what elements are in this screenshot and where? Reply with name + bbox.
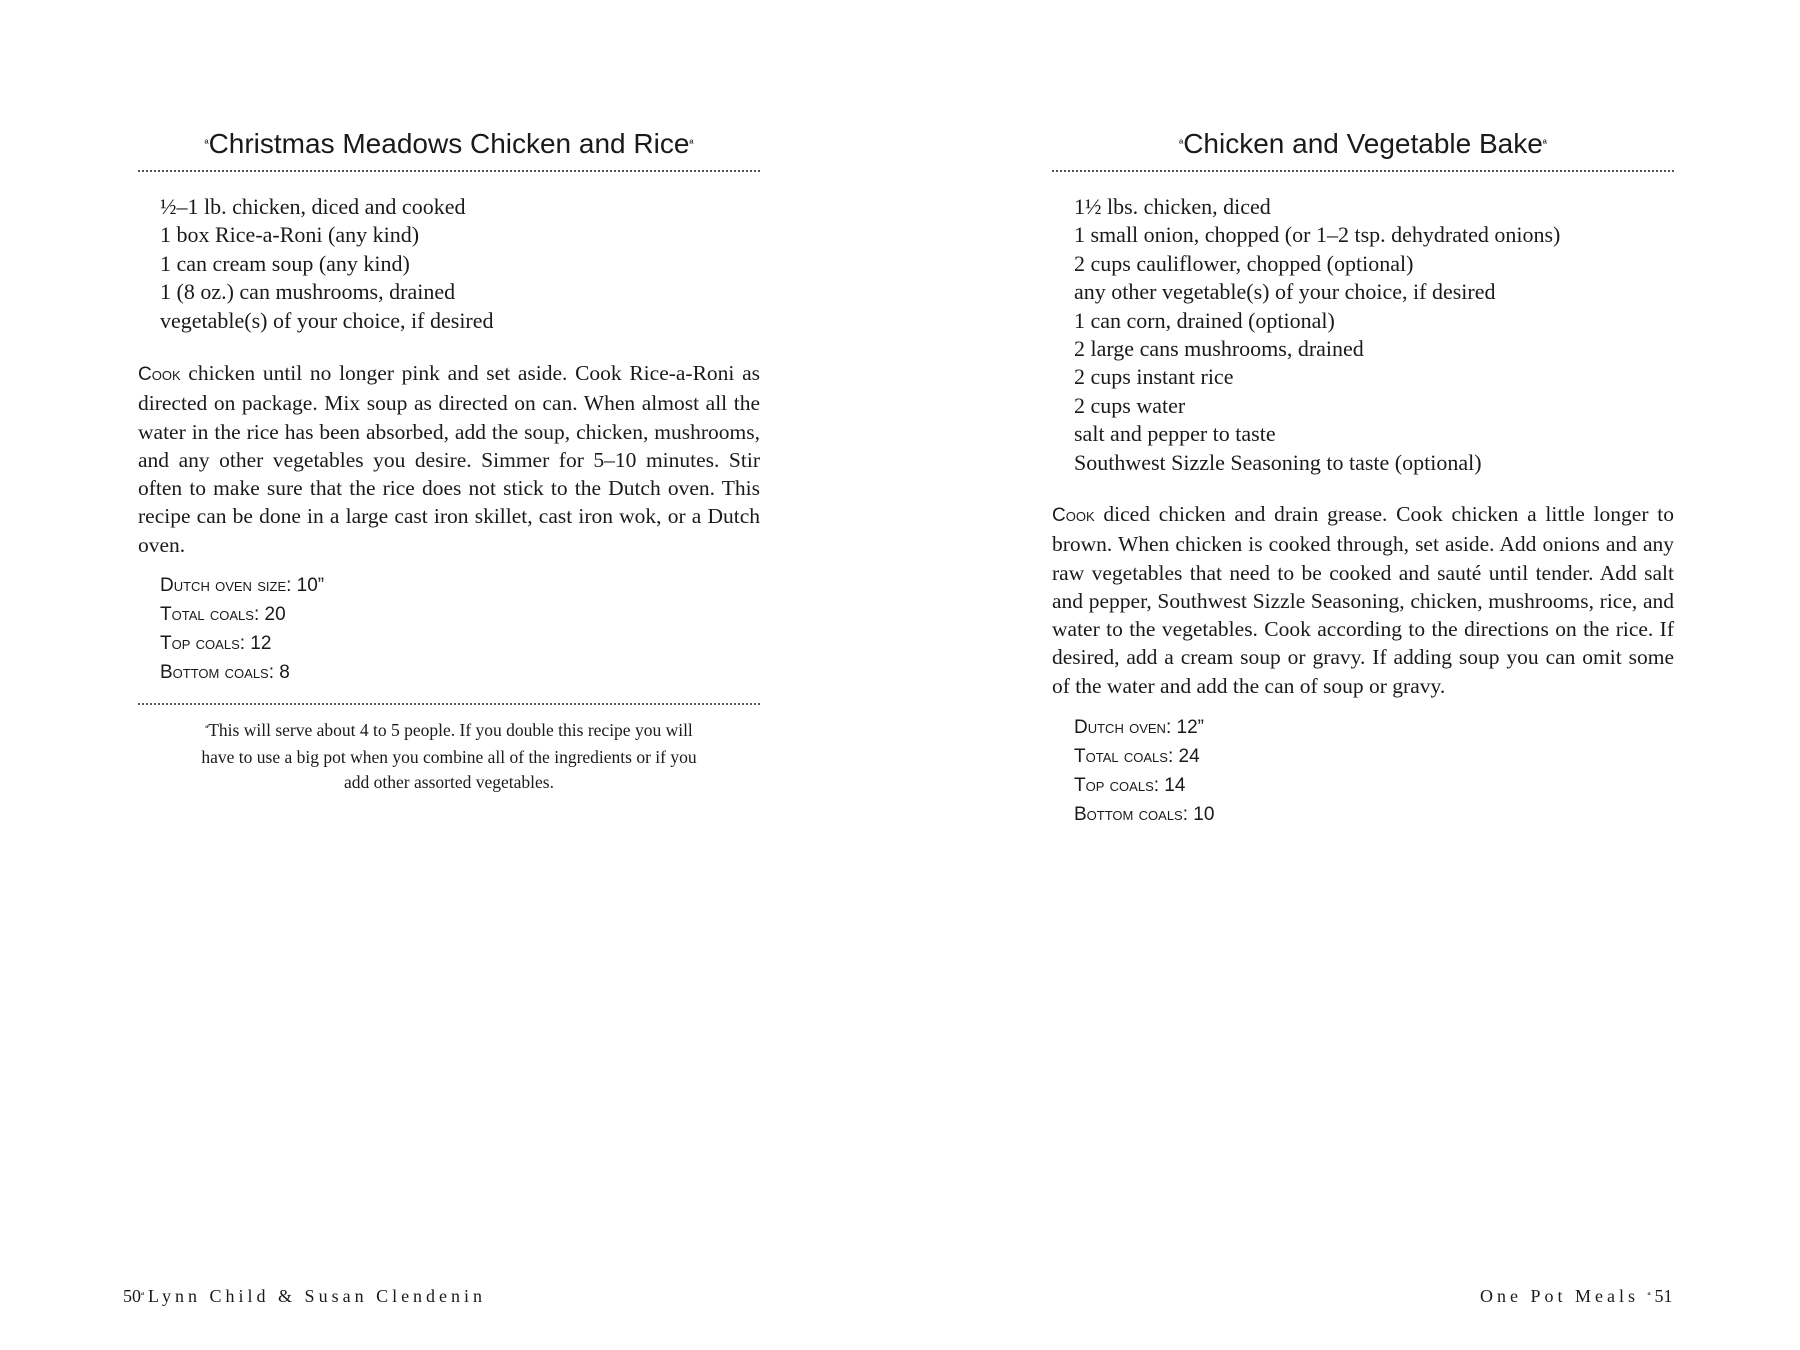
recipe-title: ªChicken and Vegetable Bakeª [1179, 128, 1547, 159]
oven-spec-item: Dutch oven: 12” [1074, 717, 1204, 738]
right-page [900, 0, 1800, 1350]
ingredient-item: 1 can cream soup (any kind) [160, 250, 410, 276]
ingredient-item: 2 cups water [1074, 392, 1186, 418]
ingredient-item: 2 cups cauliflower, chopped (optional) [1074, 250, 1414, 276]
oven-spec-item: Bottom coals: 10 [1074, 804, 1215, 825]
directions-lead: Cook [1052, 505, 1095, 526]
ingredient-item: vegetable(s) of your choice, if desired [160, 307, 494, 333]
dutch-oven-specs [160, 571, 324, 687]
recipe-note: ªThis will serve about 4 to 5 people. If you double this recipe you will have to use a big pot when you combine all of the ingredients or if you add other assorted vegetables. [201, 720, 697, 793]
page-footer [1480, 1286, 1673, 1307]
oven-spec-item: Top coals: 14 [1074, 775, 1186, 796]
page-number: 51 [1654, 1286, 1673, 1306]
directions-text: chicken until no longer pink and set aside. Cook Rice-a-Roni as directed on package. Mix soup as directed on can. When almost all the water in the rice has been absorbed, add the soup, chicken, mushrooms, and any other vegetables you desire. Simmer for 5–10 minutes. Stir often to make sure that the rice does not stick to the Dutch oven. This recipe can be done in a large cast iron skillet, cast iron wok, or a Dutch oven. [138, 361, 760, 557]
ingredient-item: any other vegetable(s) of your choice, if desired [1074, 279, 1496, 305]
footer-authors: Lynn Child & Susan Clendenin [148, 1286, 487, 1306]
ornament-icon: ª [204, 137, 209, 150]
ingredient-item: 2 large cans mushrooms, drained [1074, 336, 1364, 362]
ornament-icon: ª [1647, 1289, 1655, 1302]
directions-lead: Cook [138, 364, 181, 385]
oven-spec-item: Total coals: 24 [1074, 746, 1200, 767]
ornament-icon: ª [689, 137, 694, 150]
oven-spec-item: Dutch oven size: 10” [160, 575, 325, 596]
ingredient-item: 1 (8 oz.) can mushrooms, drained [160, 279, 456, 305]
page-footer [123, 1286, 486, 1307]
ingredient-item: 2 cups instant rice [1074, 364, 1234, 390]
dotted-divider [1052, 170, 1674, 172]
ingredient-list [160, 193, 494, 335]
ingredient-list [1074, 193, 1560, 477]
ingredient-item: 1 small onion, chopped (or 1–2 tsp. dehydrated onions) [1074, 222, 1561, 248]
footer-book-title: One Pot Meals [1480, 1286, 1639, 1306]
oven-spec-item: Total coals: 20 [160, 604, 286, 625]
dotted-divider [138, 170, 760, 172]
ornament-icon: ª [1542, 137, 1547, 150]
ingredient-item: 1 can corn, drained (optional) [1074, 307, 1335, 333]
dutch-oven-specs [1074, 713, 1214, 829]
oven-spec-item: Bottom coals: 8 [160, 662, 290, 683]
directions-paragraph [138, 359, 760, 559]
ingredient-item: ½–1 lb. chicken, diced and cooked [160, 194, 466, 219]
ornament-icon: ª [1179, 137, 1184, 150]
ingredient-item: 1½ lbs. chicken, diced [1074, 194, 1271, 219]
oven-spec-item: Top coals: 12 [160, 633, 272, 654]
dotted-divider [138, 703, 760, 705]
recipe-title: ªChristmas Meadows Chicken and Riceª [204, 128, 694, 159]
directions-paragraph [1052, 500, 1674, 700]
ingredient-item: 1 box Rice-a-Roni (any kind) [160, 222, 420, 248]
ingredient-item: Southwest Sizzle Seasoning to taste (optional) [1074, 449, 1482, 475]
ornament-icon: ª [205, 723, 209, 736]
ornament-icon: ª [141, 1289, 149, 1302]
page-number: 50 [123, 1286, 141, 1306]
ingredient-item: salt and pepper to taste [1074, 421, 1276, 447]
directions-text: diced chicken and drain grease. Cook chicken a little longer to brown. When chicken is cooked through, set aside. Add onions and any raw vegetables that need to be cooked and sauté until tender. Add salt and pepper, Southwest Sizzle Seasoning, chicken, mushrooms, rice, and water to the vegetables. Cook according to the directions on the rice. If desired, add a cream soup or gravy. If adding soup you can omit some of the water and add the can of soup or gravy. [1052, 502, 1674, 698]
